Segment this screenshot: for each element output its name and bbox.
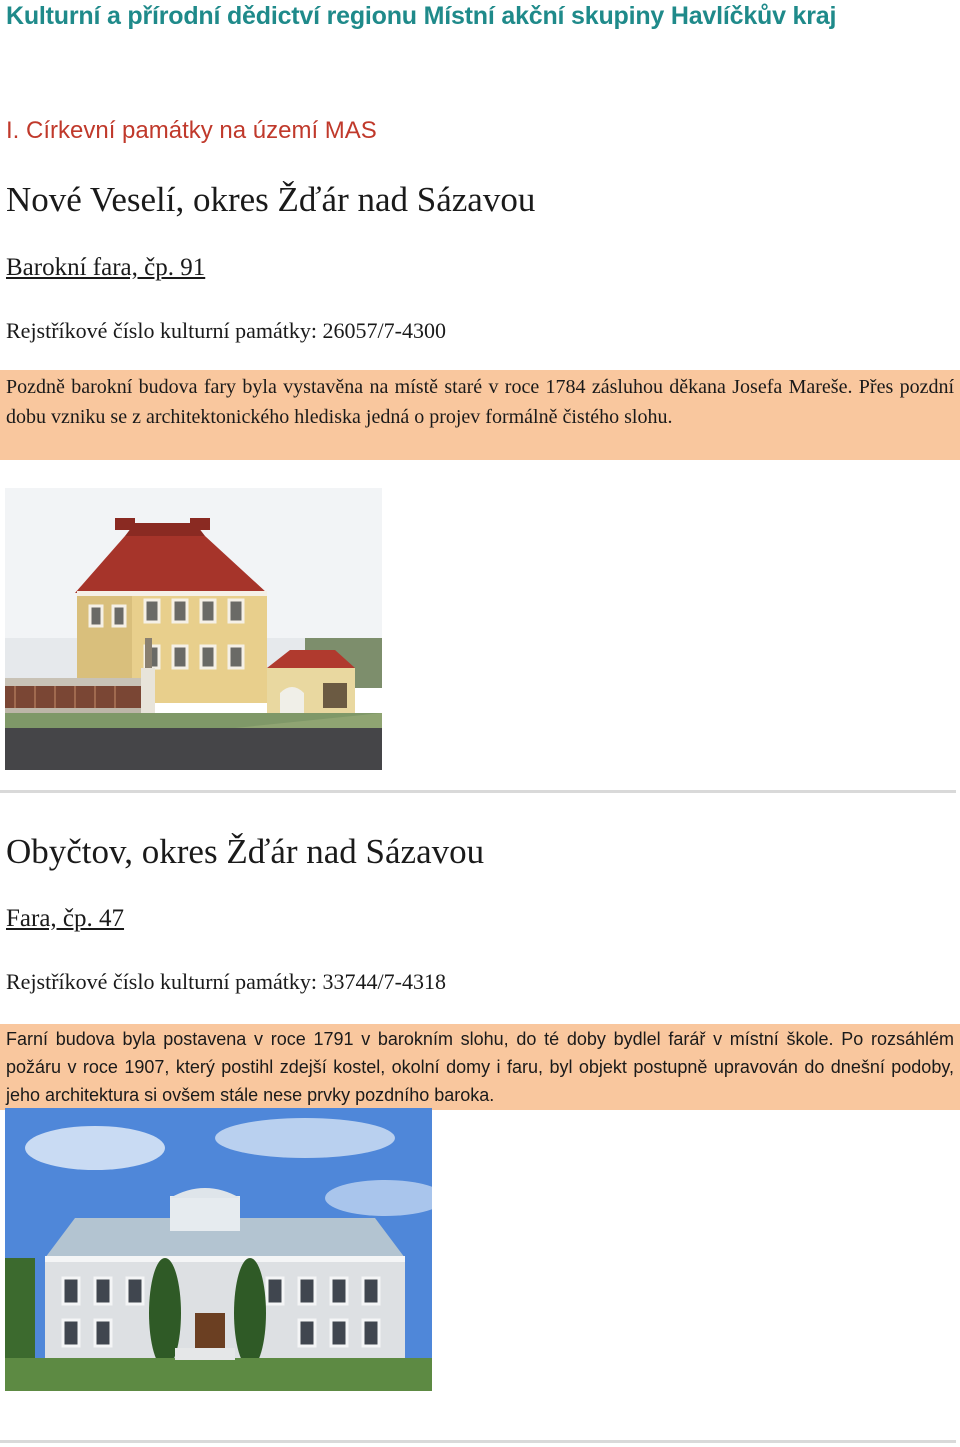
photo-barokni-fara bbox=[5, 488, 382, 770]
divider bbox=[0, 1440, 956, 1443]
photo-fara-obyctov bbox=[5, 1108, 432, 1391]
document-header: Kulturní a přírodní dědictví regionu Místní akční skupiny Havlíčkův kraj bbox=[6, 2, 837, 30]
place-title-obyctov: Obyčtov, okres Žďár nad Sázavou bbox=[6, 832, 485, 871]
section-heading: I. Církevní památky na území MAS bbox=[6, 117, 377, 144]
object-title-barokni-fara: Barokní fara, čp. 91 bbox=[6, 254, 206, 281]
description-box: Pozdně barokní budova fary byla vystavěna na místě staré v roce 1784 zásluhou děkana Josefa Mareše. Přes pozdní dobu vzniku se z architektonického hlediska jedná o projev formálně čistého slohu. bbox=[0, 370, 960, 460]
place-title-nove-veseli: Nové Veselí, okres Žďár nad Sázavou bbox=[6, 180, 536, 219]
registry-number: Rejstříkové číslo kulturní památky: 26057/7-4300 bbox=[6, 318, 446, 343]
object-title-fara: Fara, čp. 47 bbox=[6, 905, 125, 932]
registry-number: Rejstříkové číslo kulturní památky: 33744/7-4318 bbox=[6, 969, 446, 994]
divider bbox=[0, 790, 956, 793]
description-box: Farní budova byla postavena v roce 1791 v barokním slohu, do té doby bydlel farář v místní škole. Po rozsáhlém požáru v roce 1907, který postihl zdejší kostel, okolní domy i faru, byl objekt postupně upravován do dnešní podoby, jeho architektura si ovšem stále nese prvky pozdního baroka. bbox=[0, 1024, 960, 1110]
